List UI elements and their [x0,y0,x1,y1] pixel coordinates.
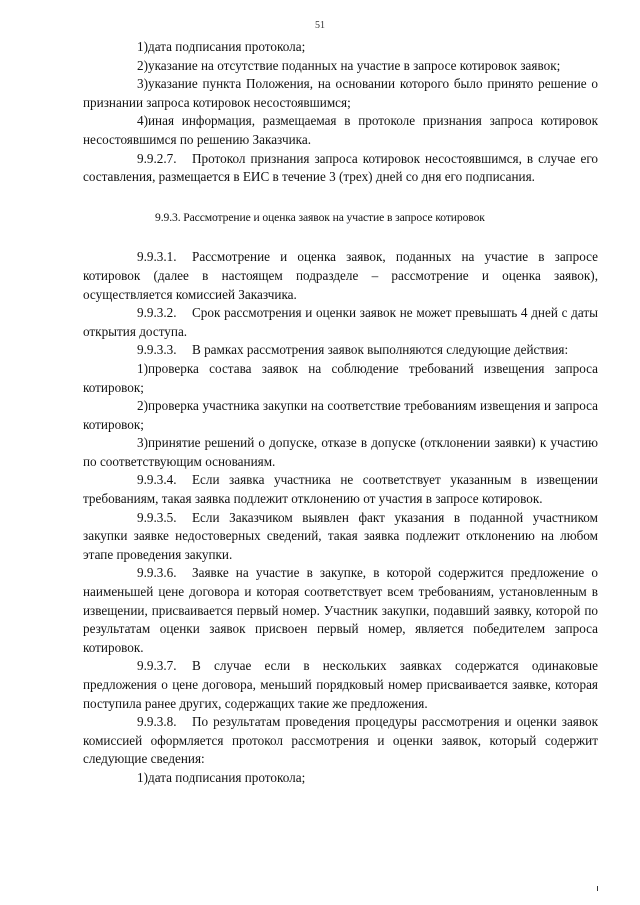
clause-text: Рассмотрение и оценка заявок, поданных на участие в запросе котировок (далее в настоящем подразделе – рассмотрение и оценка заявок), осуществляется комиссией Заказчика. [83,249,598,302]
item-number: 1) [137,39,148,54]
list-item-4 [83,112,598,149]
item-number: 3) [137,76,148,92]
list-item-1 [83,769,598,788]
item-text: проверка состава заявок на соблюдение требований извещения запроса котировок; [83,360,598,395]
item-text: указание пункта Положения, на основании которого было принято решение о признании запроса котировок несостоявшимся; [83,76,598,110]
item-number: 3) [137,435,148,451]
list-item-1 [83,38,598,57]
clause-9-9-3-2 [83,304,598,341]
clause-number: 9.9.3.8. [137,714,177,730]
clause-9-9-3-1 [83,248,598,304]
clause-text: Если Заказчиком выявлен факт указания в поданной участником закупки заявке недостоверных сведений, такая заявка подлежит отклонению на любом этапе проведения закупки. [83,509,598,562]
clause-9-9-3-6 [83,564,598,657]
clause-number: 9.9.2.7. [137,150,177,166]
item-number: 2) [137,398,148,414]
clause-number: 9.9.3.5. [137,509,177,525]
clause-9-9-3-4 [83,471,598,508]
item-text: дата подписания протокола; [148,769,306,785]
clause-text: По результатам проведения процедуры рассмотрения и оценки заявок комиссией оформляется протокол рассмотрения и оценки заявок, который содержит следующие сведения: [83,714,598,767]
clause-number: 9.9.3.1. [137,249,177,265]
list-item-2 [83,397,598,434]
clause-number: 9.9.3.4. [137,472,177,488]
clause-text: Срок рассмотрения и оценки заявок не может превышать 4 дней с даты открытия доступа. [83,305,598,339]
list-item-1 [83,360,598,397]
clause-9-9-3-7 [83,657,598,713]
clause-text: Если заявка участника не соответствует указанным в извещении требованиям, такая заявка подлежит отклонению от участия в запросе котировок. [83,472,598,507]
item-text: иная информация, размещаемая в протоколе признания запроса котировок несостоявшимся по решению Заказчика. [83,113,598,147]
list-item-2 [83,57,598,76]
item-text: проверка участника закупки на соответствие требованиям извещения и запроса котировок; [83,398,598,432]
clause-number: 9.9.3.2. [137,305,177,321]
clause-9-9-2-7 [83,150,598,187]
item-number: 4) [137,113,148,129]
clause-number: 9.9.3.6. [137,565,177,581]
clause-number: 9.9.3.7. [137,658,177,674]
scan-mark [597,886,598,891]
clause-9-9-3-5 [83,509,598,565]
clause-text: В случае если в нескольких заявках содержатся одинаковые предложения о цене договора, меньший порядковый номер присваивается заявке, которая поступила ранее других, содержащих такие же предложения. [83,658,598,711]
document-body [83,38,598,788]
item-text: дата подписания протокола; [148,39,306,54]
page-number: 51 [315,20,325,31]
clause-9-9-3-3 [83,341,598,360]
clause-text: Заявке на участие в закупке, в которой содержится предложение о наименьшей цене договора и которая соответствует всем требованиям, установленным в извещении, присваивается первый номер. Участник закупки, подавший заявку, которой по результатам оценки заявок присвоен первый номер, является победителем запроса котировок. [83,565,598,655]
clause-text: В рамках рассмотрения заявок выполняются следующие действия: [192,342,569,358]
section-heading: 9.9.3. Рассмотрение и оценка заявок на участие в запросе котировок [155,210,485,224]
item-number: 1) [137,360,148,376]
item-text: принятие решений о допуске, отказе в допуске (отклонении заявки) к участию по соответствующим основаниям. [83,435,598,469]
item-number: 1) [137,769,148,785]
item-text: указание на отсутствие поданных на участие в запросе котировок заявок; [148,57,561,73]
clause-number: 9.9.3.3. [137,342,177,358]
clause-text: Протокол признания запроса котировок несостоявшимся, в случае его составления, размещается в ЕИС в течение 3 (трех) дней со дня его подписания. [83,150,598,185]
list-item-3 [83,75,598,112]
list-item-3 [83,434,598,471]
item-number: 2) [137,57,148,73]
clause-9-9-3-8 [83,713,598,769]
